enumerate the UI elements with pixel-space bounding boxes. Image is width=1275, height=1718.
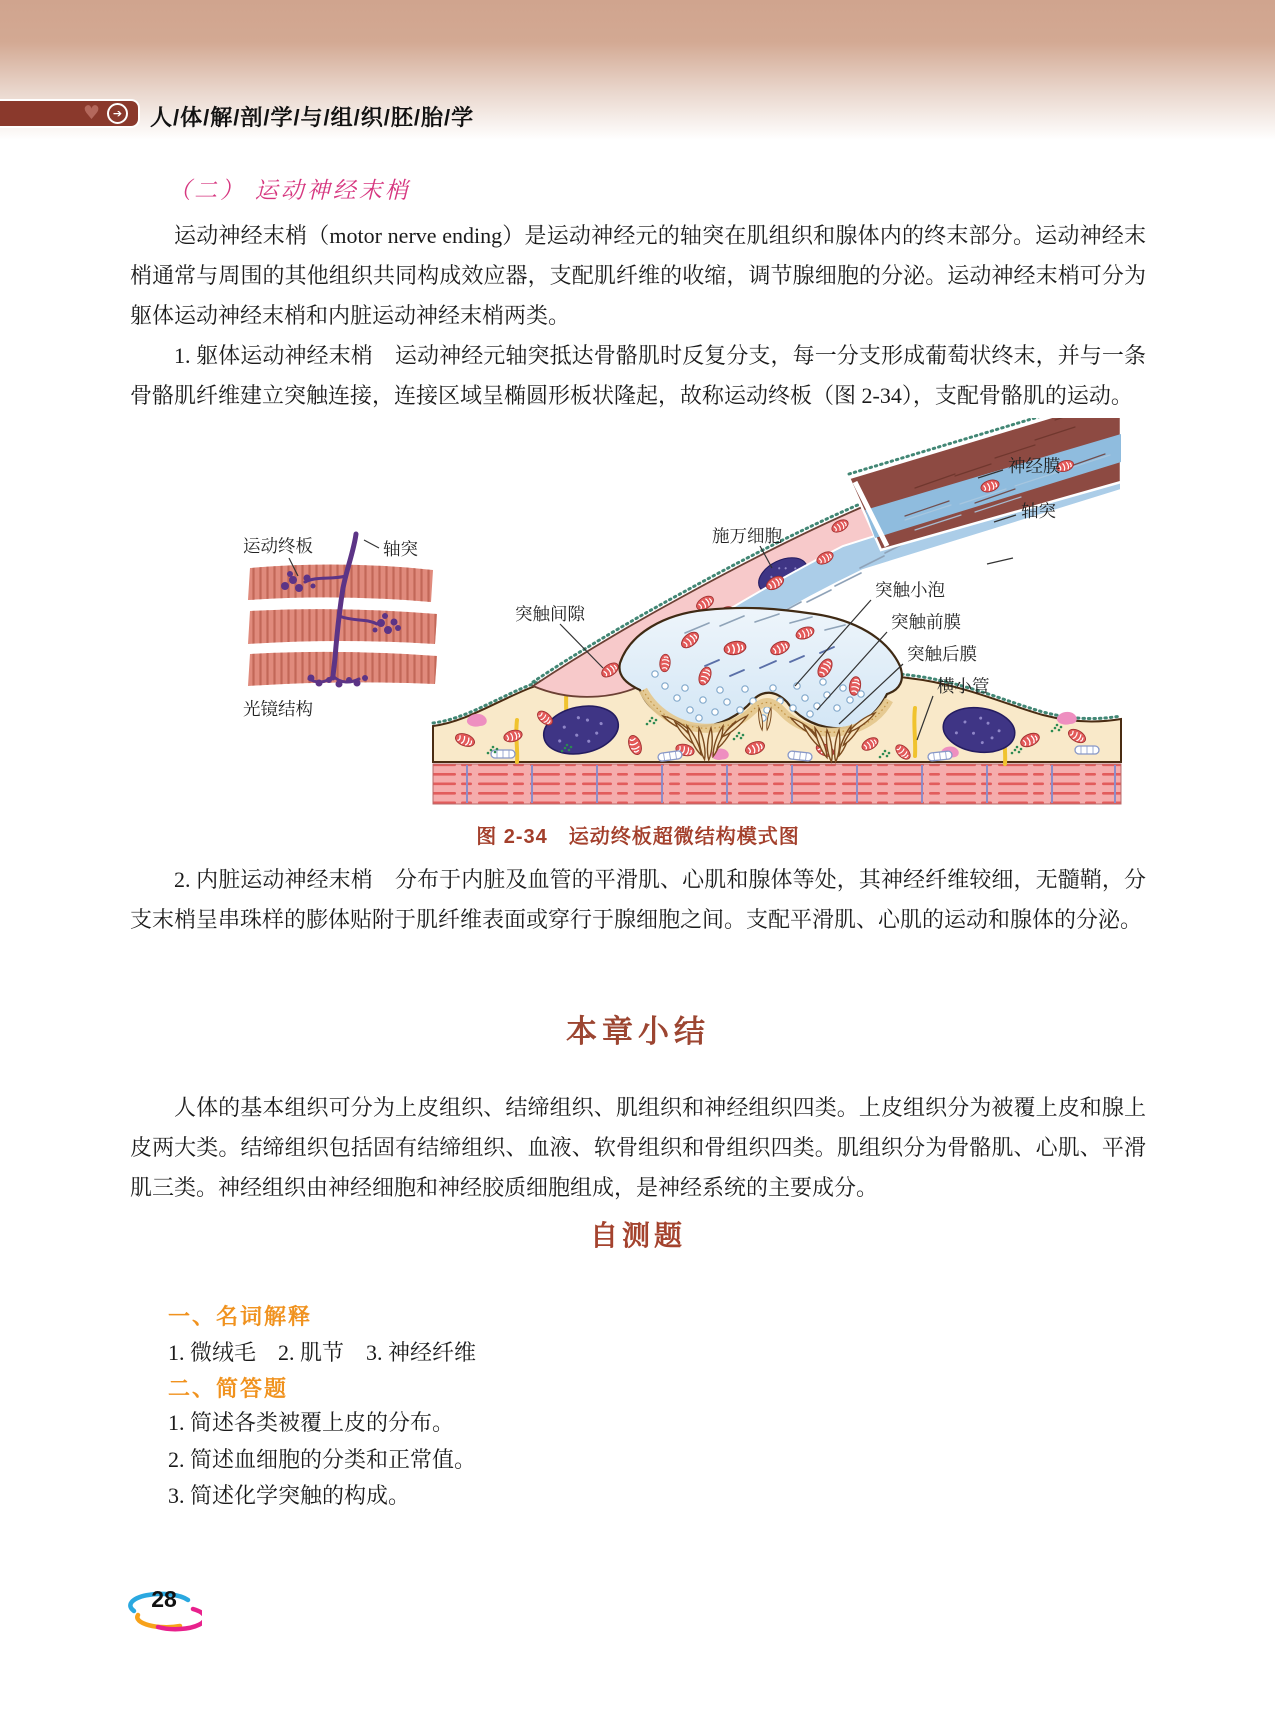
arrow-circle-icon: ➔ (107, 103, 128, 124)
paragraph-somatic-motor-ending: 1. 躯体运动神经末梢 运动神经元轴突抵达骨骼肌时反复分支，每一分支形成葡萄状终末，并与一条骨骼肌纤维建立突触连接，连接区域呈椭圆形板状隆起，故称运动终板（图 2-34），支配骨骼肌的运动。 (130, 343, 1146, 408)
figure-label-axon-right: 轴突 (1021, 501, 1056, 521)
figure-label-neurolemma: 神经膜 (1008, 456, 1061, 476)
chapter-summary-body: 人体的基本组织可分为上皮组织、结缔组织、肌组织和神经组织四类。上皮组织分为被覆上皮和腺上皮两大类。结缔组织包括固有结缔组织、血液、软骨组织和骨组织四类。肌组织分为骨骼肌、心肌、平滑肌三类。神经组织由神经细胞和神经胶质细胞组成，是神经系统的主要成分。 (130, 1095, 1146, 1200)
selftest-section1-heading: 一、名词解释 (168, 1304, 313, 1329)
figure-label-synaptic-cleft: 突触间隙 (515, 604, 585, 624)
paragraph-motor-nerve-ending: 运动神经末梢（motor nerve ending）是运动神经元的轴突在肌组织和腺体内的终末部分。运动神经末梢通常与周围的其他组织共同构成效应器，支配肌纤维的收缩，调节腺细胞的分泌。运动神经末梢可分为躯体运动神经末梢和内脏运动神经末梢两类。 (130, 223, 1146, 328)
paragraph-visceral-motor-ending: 2. 内脏运动神经末梢 分布于内脏及血管的平滑肌、心肌和腺体等处，其神经纤维较细，无髓鞘，分支末梢呈串珠样的膨体贴附于肌纤维表面或穿行于腺细胞之间。支配平滑肌、心肌的运动和腺体的分泌。 (130, 867, 1146, 932)
selftest-title: 自测题 (589, 1220, 686, 1251)
section-heading: （二） 运动神经末梢 (168, 178, 411, 203)
figure-label-light-microscope: 光镜结构 (243, 699, 313, 719)
figure-label-synaptic-vesicle: 突触小泡 (875, 580, 945, 600)
heart-icon: ♥ (82, 102, 100, 124)
figure-label-axon-left: 轴突 (383, 539, 418, 559)
book-title: 人/体/解/剖/学/与/组/织/胚/胎/学 (150, 105, 475, 130)
em-schematic (433, 418, 1121, 804)
selftest-question-2: 2. 简述血细胞的分类和正常值。 (168, 1447, 477, 1472)
selftest-question-3: 3. 简述化学突触的构成。 (168, 1483, 411, 1508)
light-microscope-diagram (243, 534, 437, 719)
selftest-section1-items: 1. 微绒毛 2. 肌节 3. 神经纤维 (168, 1340, 477, 1365)
figure-label-transverse-tubule: 横小管 (937, 676, 990, 696)
figure-label-postsynaptic-membrane: 突触后膜 (907, 644, 977, 664)
figure-label-presynaptic-membrane: 突触前膜 (891, 612, 961, 632)
selftest-question-1: 1. 简述各类被覆上皮的分布。 (168, 1410, 455, 1435)
header-bookmark-bar (0, 99, 140, 128)
page-number: 28 (151, 1586, 177, 1612)
selftest-section2-heading: 二、简答题 (168, 1376, 289, 1401)
figure-label-schwann-cell: 施万细胞 (712, 526, 782, 546)
chapter-summary-title: 本章小结 (566, 1014, 710, 1049)
figure-label-motor-end-plate: 运动终板 (243, 536, 313, 556)
figure-2-34-illustration (215, 418, 1125, 808)
page-number-block (126, 1584, 202, 1634)
figure-caption: 图 2-34 运动终板超微结构模式图 (476, 826, 800, 848)
